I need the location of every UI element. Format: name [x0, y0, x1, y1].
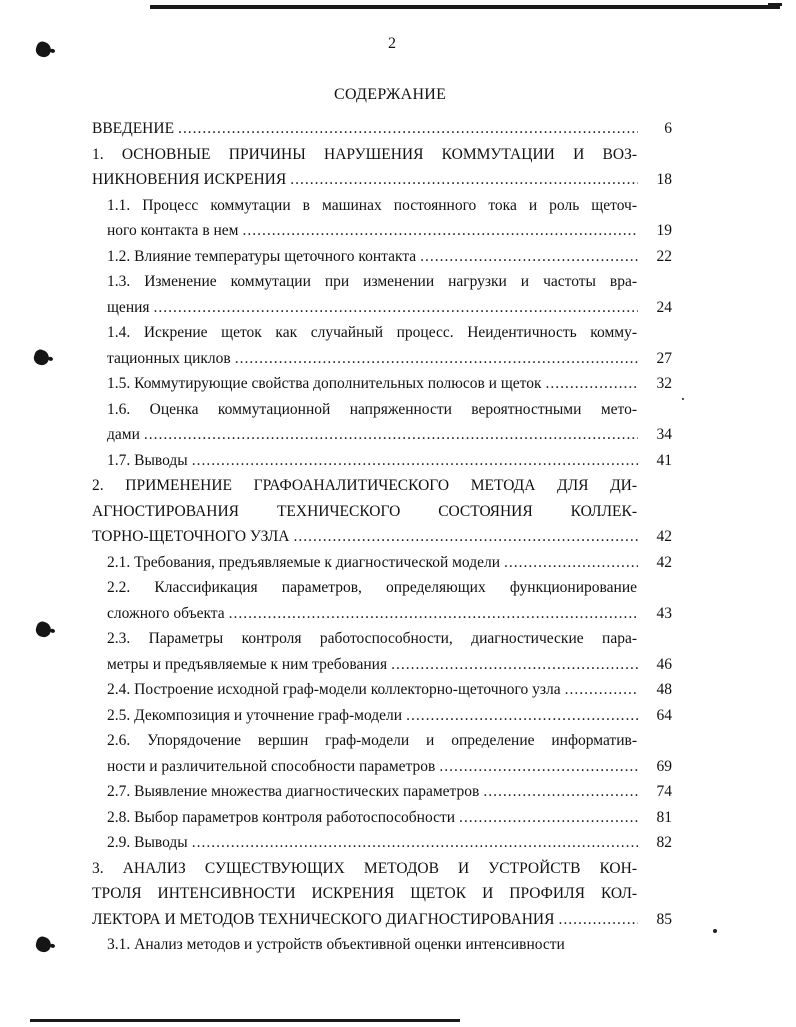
dot-leader: [504, 550, 638, 576]
punch-hole-mark: [32, 348, 51, 367]
toc-entry-line: 3. АНАЛИЗ СУЩЕСТВУЮЩИХ МЕТОДОВ И УСТРОЙСТВ КОН-: [92, 859, 637, 877]
dot-leader: [243, 218, 639, 244]
toc-page-number: 6: [664, 120, 672, 137]
toc-entry-title: 3.1. Анализ методов и устройств объективной оценки интенсивности: [107, 936, 565, 953]
toc-entry-title: ности и различительной способности параметров: [107, 757, 436, 775]
toc-entry: [92, 142, 672, 193]
toc-title: СОДЕРЖАНИЕ: [334, 86, 447, 103]
dot-leader: [154, 295, 638, 321]
toc-entry-title: НИКНОВЕНИЯ ИСКРЕНИЯ: [92, 171, 287, 188]
toc-entry-line: 2.3. Параметры контроля работоспособности, диагностические пара-: [107, 630, 637, 647]
dot-leader: [229, 601, 638, 627]
toc-page-number: 85: [656, 910, 672, 928]
dot-leader: [192, 448, 638, 474]
punch-hole-mark: [34, 935, 53, 954]
toc-entry-line: 1.6. Оценка коммутационной напряженности вероятностными мето-: [107, 400, 637, 418]
toc-entry: [92, 932, 672, 958]
toc-entry-title: 2.8. Выбор параметров контроля работоспособности: [107, 808, 456, 826]
toc-entry-line: 1.1. Процесс коммутации в машинах постоянного тока и роль щеточ-: [107, 196, 637, 214]
toc-page-number: 64: [656, 706, 672, 724]
toc-entry-title: ного контакта в нем: [107, 222, 239, 239]
toc-page-number: 81: [656, 808, 672, 826]
toc-page-number: 74: [656, 783, 672, 800]
dot-leader: [406, 703, 638, 729]
toc-page-number: 34: [656, 426, 672, 443]
toc-entry-title: 2.7. Выявление множества диагностических параметров: [107, 783, 480, 800]
table-of-contents: [92, 116, 672, 958]
toc-entry: [92, 779, 672, 805]
toc-entry-title: сложного объекта: [107, 604, 225, 622]
toc-entry: [92, 269, 672, 320]
toc-entry-line: 1.4. Искрение щеток как случайный процесс. Неидентичность комму-: [107, 324, 637, 341]
dot-leader: [546, 371, 638, 397]
toc-entry: [92, 473, 672, 550]
punch-hole-mark: [34, 40, 53, 59]
toc-entry-title: 1.5. Коммутирующие свойства дополнительных полюсов и щеток: [107, 375, 542, 392]
toc-entry: [92, 116, 672, 142]
scan-border-top-edge: [768, 3, 782, 6]
dot-leader: [290, 167, 638, 193]
scan-border-bottom: [30, 1019, 460, 1022]
toc-entry-title: ЛЕКТОРА И МЕТОДОВ ТЕХНИЧЕСКОГО ДИАГНОСТИРОВАНИЯ: [92, 910, 555, 928]
toc-entry-line: 2.2. Классификация параметров, определяющих функционирование: [107, 579, 637, 596]
toc-entry: [92, 728, 672, 779]
toc-entry-title: щения: [107, 298, 150, 316]
toc-page-number: 42: [656, 528, 672, 545]
dot-leader: [558, 907, 638, 933]
toc-entry: [92, 805, 672, 831]
toc-entry-title: 2.1. Требования, предъявляемые к диагностической модели: [107, 553, 501, 571]
toc-entry: [92, 371, 672, 397]
dot-leader: [420, 244, 638, 270]
toc-page-number: 18: [656, 171, 672, 188]
toc-page-number: 41: [656, 451, 672, 469]
dot-leader: [483, 779, 638, 805]
dot-leader: [459, 805, 638, 831]
toc-page-number: 32: [656, 375, 672, 392]
toc-page-number: 42: [656, 553, 672, 571]
toc-entry-title: 2.9. Выводы: [107, 834, 188, 851]
dot-leader: [144, 422, 638, 448]
toc-entry: [92, 397, 672, 448]
toc-page-number: 69: [656, 757, 672, 775]
page-number: 2: [388, 35, 396, 52]
toc-entry: [92, 448, 672, 474]
toc-entry-title: метры и предъявляемые к ним требования: [107, 655, 388, 673]
toc-entry-line: 2.6. Упорядочение вершин граф-модели и определение информатив-: [107, 732, 637, 749]
toc-entry: [92, 320, 672, 371]
scan-speck: [713, 929, 717, 933]
toc-entry-line: 1.3. Изменение коммутации при изменении нагрузки и частоты вра-: [107, 273, 637, 290]
toc-entry: [92, 856, 672, 933]
dot-leader: [391, 652, 638, 678]
toc-entry-title: 2.5. Декомпозиция и уточнение граф-модели: [107, 706, 403, 724]
dot-leader: [439, 754, 638, 780]
dot-leader: [235, 346, 638, 372]
toc-entry-line: 1. ОСНОВНЫЕ ПРИЧИНЫ НАРУШЕНИЯ КОММУТАЦИИ И ВОЗ-: [92, 145, 637, 163]
toc-entry-line: 2. ПРИМЕНЕНИЕ ГРАФОАНАЛИТИЧЕСКОГО МЕТОДА ДЛЯ ДИ-: [92, 477, 637, 494]
toc-entry-title: ТОРНО-ЩЕТОЧНОГО УЗЛА: [92, 528, 290, 545]
toc-entry-line: АГНОСТИРОВАНИЯ ТЕХНИЧЕСКОГО СОСТОЯНИЯ КОЛЛЕК-: [92, 502, 637, 520]
toc-page-number: 19: [656, 222, 672, 239]
toc-entry: [92, 575, 672, 626]
toc-page-number: 46: [656, 655, 672, 673]
toc-entry: [92, 830, 672, 856]
toc-entry-title: 1.2. Влияние температуры щеточного контакта: [107, 247, 417, 265]
toc-page-number: 48: [656, 681, 672, 698]
toc-entry: [92, 703, 672, 729]
toc-entry: [92, 244, 672, 270]
toc-entry-title: ВВЕДЕНИЕ: [92, 120, 175, 137]
toc-entry-title: 1.7. Выводы: [107, 451, 188, 469]
dot-leader: [565, 677, 638, 703]
toc-entry: [92, 626, 672, 677]
punch-hole-mark: [34, 620, 53, 639]
dot-leader: [293, 524, 638, 550]
toc-entry: [92, 677, 672, 703]
toc-entry-line: ТРОЛЯ ИНТЕНСИВНОСТИ ИСКРЕНИЯ ЩЕТОК И ПРОФИЛЯ КОЛ-: [92, 885, 637, 902]
toc-page-number: 43: [656, 604, 672, 622]
toc-page-number: 22: [656, 247, 672, 265]
toc-entry-title: тационных циклов: [107, 349, 231, 367]
toc-page-number: 82: [656, 834, 672, 851]
toc-entry: [92, 193, 672, 244]
scan-border-top: [150, 5, 780, 9]
scan-speck: [682, 398, 684, 400]
dot-leader: [192, 830, 638, 856]
toc-page-number: 24: [656, 298, 672, 316]
toc-entry: [92, 550, 672, 576]
toc-entry-title: 2.4. Построение исходной граф-модели коллекторно-щеточного узла: [107, 681, 561, 698]
toc-page-number: 27: [656, 349, 672, 367]
toc-entry-title: дами: [107, 426, 140, 443]
dot-leader: [178, 116, 638, 142]
